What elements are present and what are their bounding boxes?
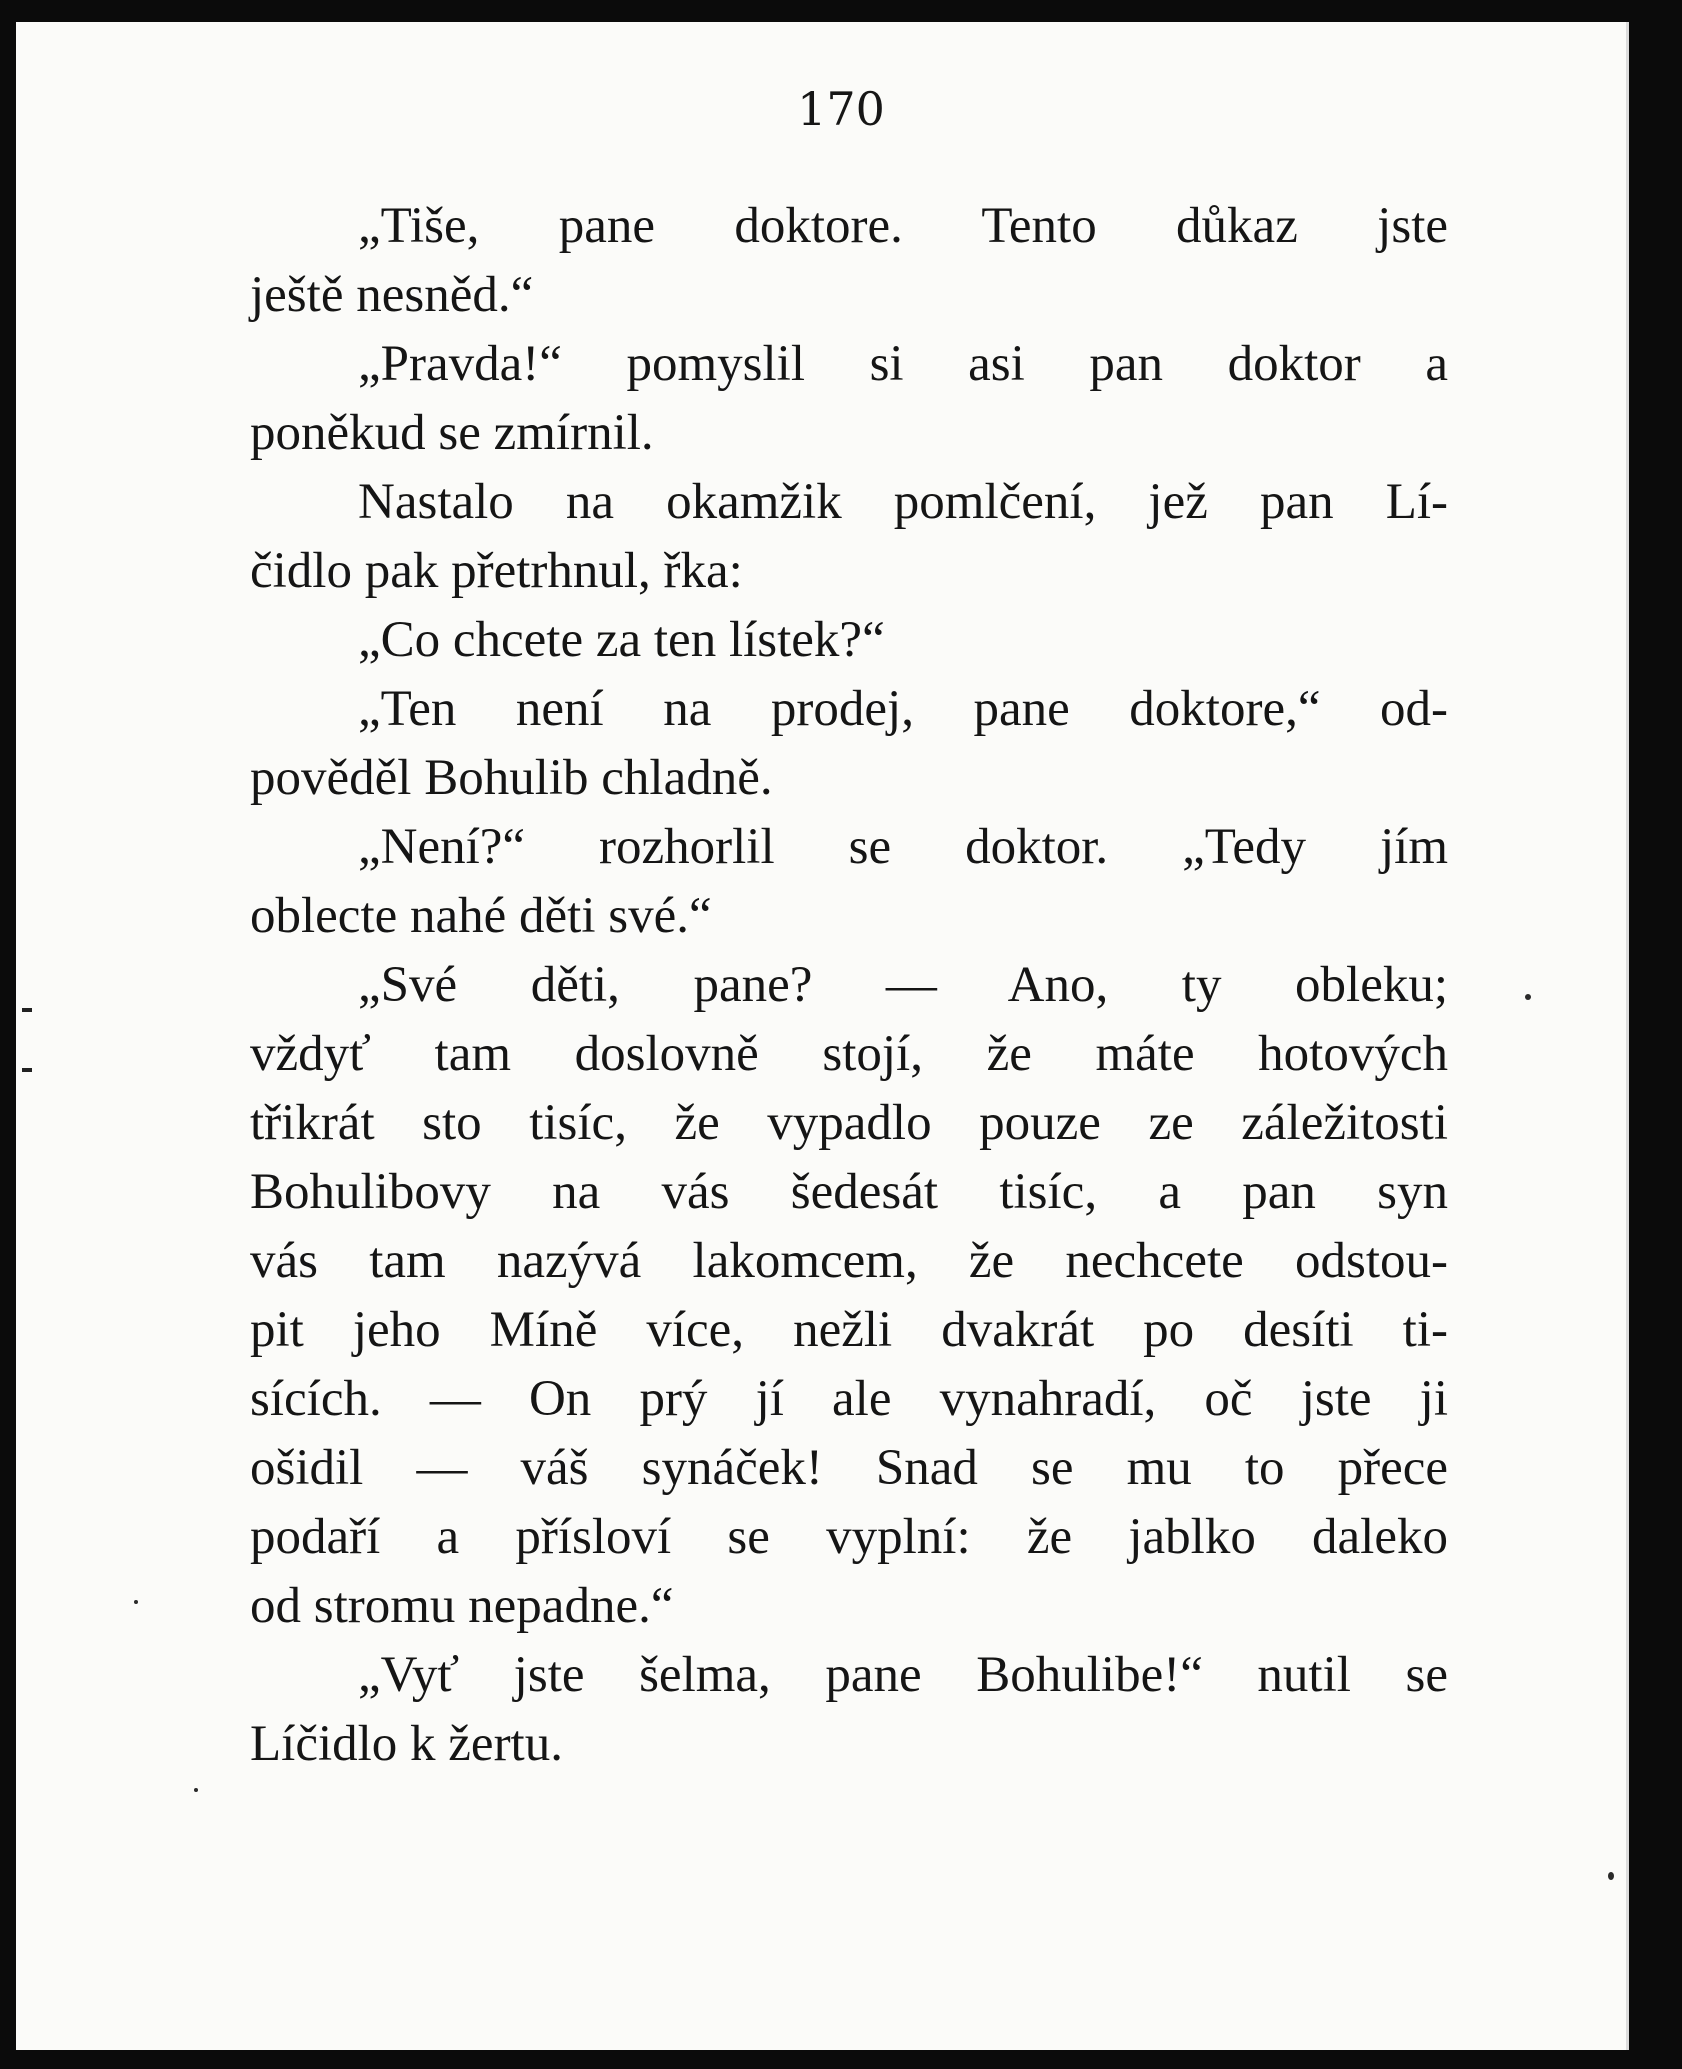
text-line: čidlo pak přetrhnul, řka:: [250, 543, 743, 599]
text-line: pit jeho Míně více, nežli dvakrát po desíti ti-: [250, 1302, 1448, 1358]
text-line: Bohulibovy na vás šedesát tisíc, a pan syn: [250, 1164, 1448, 1220]
text-line: „Co chcete za ten lístek?“: [358, 612, 885, 668]
body-text: [250, 192, 1448, 1779]
text-line: pověděl Bohulib chladně.: [250, 750, 773, 806]
text-line: poněkud se zmírnil.: [250, 405, 654, 461]
text-line: třikrát sto tisíc, že vypadlo pouze ze záležitosti: [250, 1095, 1448, 1151]
margin-mark: [22, 1008, 32, 1012]
margin-mark: [22, 1068, 32, 1072]
scan-speck: [1525, 994, 1531, 1000]
text-line: „Ten není na prodej, pane doktore,“ od-: [358, 681, 1448, 737]
text-line: vždyť tam doslovně stojí, že máte hotových: [250, 1026, 1448, 1082]
text-line: oblecte nahé děti své.“: [250, 888, 712, 944]
text-line: ošidil — váš synáček! Snad se mu to přece: [250, 1440, 1448, 1496]
text-line: „Vyť jste šelma, pane Bohulibe!“ nutil se: [358, 1647, 1448, 1703]
text-line: „Není?“ rozhorlil se doktor. „Tedy jím: [358, 819, 1448, 875]
text-line: Nastalo na okamžik pomlčení, jež pan Lí-: [358, 474, 1448, 530]
text-line: vás tam nazývá lakomcem, že nechcete odstou-: [250, 1233, 1448, 1289]
text-line: ještě nesněd.“: [250, 267, 534, 323]
text-line: podaří a přísloví se vyplní: že jablko daleko: [250, 1509, 1448, 1565]
text-line: „Tiše, pane doktore. Tento důkaz jste: [358, 198, 1448, 254]
scan-speck: [194, 1788, 198, 1792]
scan-speck: [134, 1600, 138, 1604]
text-line: sících. — On prý jí ale vynahradí, oč jste ji: [250, 1371, 1448, 1427]
text-line: „Své děti, pane? — Ano, ty obleku;: [358, 957, 1448, 1013]
scan-speck: [1608, 1872, 1614, 1880]
text-line: od stromu nepadne.“: [250, 1578, 674, 1634]
text-line: „Pravda!“ pomyslil si asi pan doktor a: [358, 336, 1448, 392]
page-number: 170: [797, 82, 885, 136]
text-line: Líčidlo k žertu.: [250, 1716, 563, 1772]
